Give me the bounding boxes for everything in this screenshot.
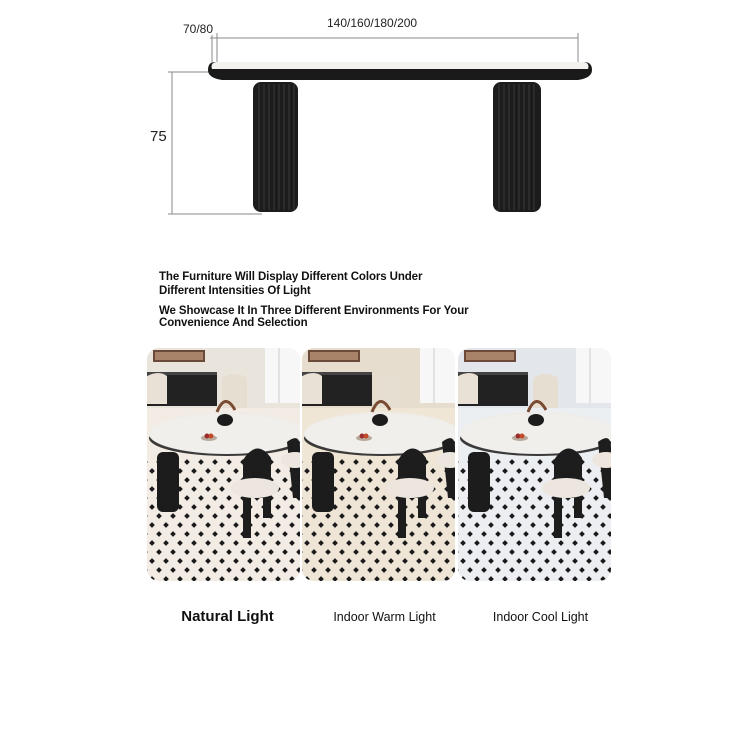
caption-line: The Furniture Will Display Different Colors Under bbox=[159, 271, 423, 283]
photo-natural-light bbox=[147, 348, 300, 581]
height-dimension-label: 75 bbox=[150, 128, 167, 145]
caption-line: Different Intensities Of Light bbox=[159, 285, 311, 297]
left-pedestal bbox=[253, 82, 298, 212]
table-top bbox=[208, 62, 592, 80]
label-indoor-warm-light: Indoor Warm Light bbox=[333, 610, 436, 624]
label-natural-light: Natural Light bbox=[181, 608, 274, 625]
caption-line: We Showcase It In Three Different Environments For Your bbox=[159, 305, 469, 317]
photo-indoor-warm-light bbox=[302, 348, 455, 581]
width-dimension-line bbox=[217, 33, 578, 62]
room-scene-illustration bbox=[302, 348, 455, 581]
right-pedestal bbox=[493, 82, 541, 212]
label-indoor-cool-light: Indoor Cool Light bbox=[492, 610, 589, 624]
height-dimension-line bbox=[168, 72, 262, 214]
room-scene-illustration bbox=[147, 348, 300, 581]
width-dimension-label: 140/160/180/200 bbox=[327, 16, 418, 30]
depth-dimension-label: 70/80 bbox=[183, 22, 214, 36]
room-scene-illustration bbox=[458, 348, 611, 581]
depth-dimension-line bbox=[210, 35, 217, 62]
table-dimension-diagram bbox=[0, 0, 750, 240]
photo-indoor-cool-light bbox=[458, 348, 611, 581]
caption-line: Convenience And Selection bbox=[159, 317, 308, 329]
